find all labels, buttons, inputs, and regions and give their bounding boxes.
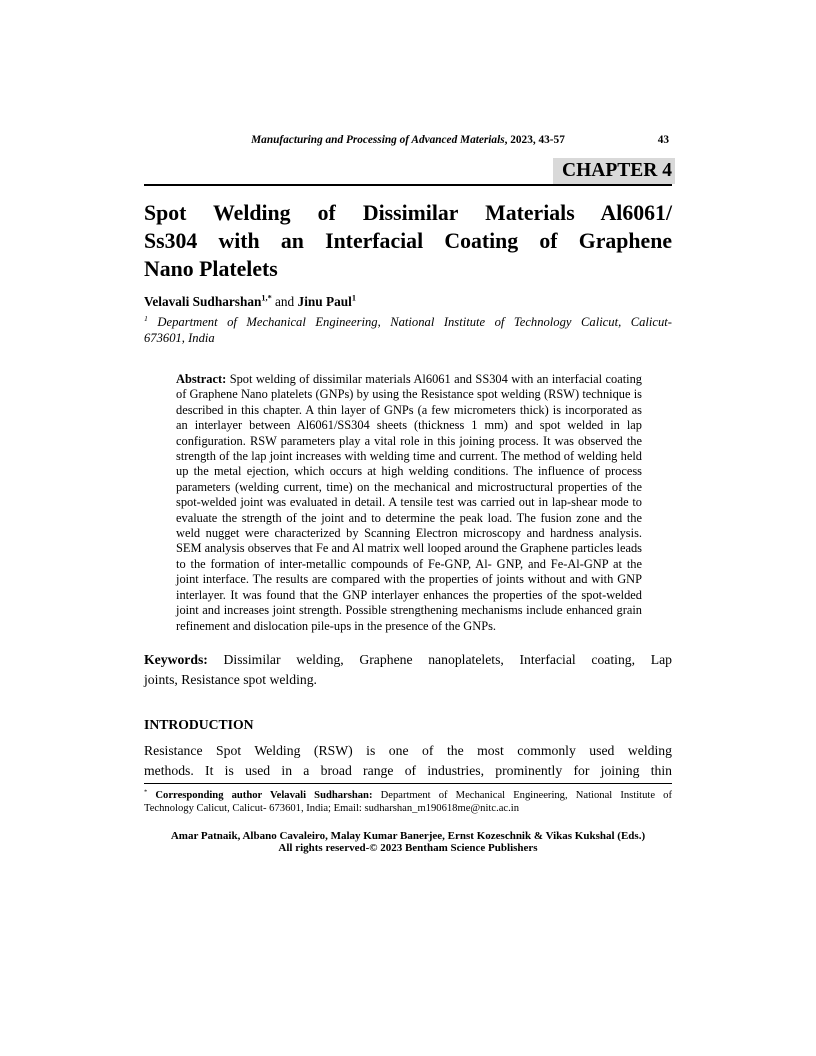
footnote-bold-label: Corresponding author Velavali Sudharshan:: [155, 789, 373, 801]
introduction-paragraph-line: methods. It is used in a broad range of industries, prominently for joining thin: [144, 762, 672, 778]
author-2-name: Jinu Paul: [297, 294, 352, 309]
chapter-title-line: Nano Platelets: [144, 257, 278, 281]
editors-line: Amar Patnaik, Albano Cavaleiro, Malay Kumar Banerjee, Ernst Kozeschnik & Vikas Kukshal (Eds.): [170, 829, 646, 842]
chapter-title: [144, 199, 672, 283]
text-column: [144, 0, 672, 855]
author-1-affiliation-mark: 1,*: [261, 293, 272, 303]
page-number: 43: [657, 134, 669, 146]
abstract-text: Spot welding of dissimilar materials Al6061 and SS304 with an interfacial coating of Graphene Nano platelets (GNPs) by using the Resistance spot welding (RSW) technique is described in this chapter. A thin layer of GNPs (a few micrometers thick) is incorporated as an interlayer between Al6061/SS304 sheets (thickness 1 mm) and spot welded in lap configuration. RSW parameters play a vital role in this joining process. It was observed the strength of the lap joint increases with welding time and current. The method of welding held up the metal ejection, which occurs at high welding conditions. The influence of process parameters (welding current, time) on the mechanical and microstructural properties of the spot-welded joint was evaluated in detail. A tensile test was carried out in lap-shear mode to evaluate the strength of the joint and to determine the peak load. The fusion zone and the weld nugget were characterized by Scanning Electron microscopy and hardness analysis. SEM analysis observes that Fe and Al matrix well looped around the Graphene particles leads to the formation of inter-metallic compounds of Fe-GNP, Al- GNP, and Fe-Al-GNP at the joint interface. The results are compared with the properties of joints without and with GNP interlayer. It was found that the GNP interlayer enhances the properties of the spot-welded joint and increases joint strength. Possible strengthening mechanisms include enhanced grain refinement and dislocation pile-ups in the presence of the GNPs.: [176, 372, 642, 633]
author-2-affiliation-mark: 1: [351, 293, 356, 303]
abstract-label: Abstract:: [176, 372, 227, 386]
footnote-line: * Corresponding author Velavali Sudharshan: Department of Mechanical Engineering, National Institute of: [144, 788, 673, 801]
affiliation: [144, 314, 672, 346]
introduction-paragraph: [144, 741, 672, 781]
journal-title: Manufacturing and Processing of Advanced Materials: [251, 134, 505, 146]
keywords-line: Keywords: Dissimilar welding, Graphene nanoplatelets, Interfacial coating, Lap: [144, 651, 673, 667]
affiliation-line: 673601, India: [144, 331, 215, 345]
chapter-badge: CHAPTER 4: [553, 158, 675, 184]
keywords-label: Keywords:: [144, 651, 208, 667]
keywords: [144, 650, 672, 690]
footnote-line: Technology Calicut, Calicut- 673601, India; Email: sudharshan_m190618me@nitc.ac.in: [144, 802, 520, 814]
copyright-line: All rights reserved-© 2023 Bentham Science Publishers: [278, 842, 538, 855]
abstract: [176, 372, 642, 634]
author-connector: and: [271, 294, 298, 309]
corresponding-author-footnote: [144, 784, 672, 815]
introduction-heading: INTRODUCTION: [144, 716, 254, 732]
introduction-paragraph-line: Resistance Spot Welding (RSW) is one of the most commonly used welding: [144, 742, 672, 758]
chapter-title-line: Spot Welding of Dissimilar Materials Al6061/: [144, 201, 672, 225]
running-header: [144, 133, 672, 149]
journal-citation-suffix: , 2023, 43-57: [504, 134, 565, 146]
affiliation-line: $^1$ Department of Mechanical Engineering, National Institute of Technology Calicut, Calicut-: [144, 313, 672, 329]
author-line: [144, 293, 672, 310]
chapter-header-rule: [144, 158, 672, 186]
affiliation-mark: 1: [144, 313, 148, 323]
footnote-marker: *: [144, 788, 148, 796]
journal-citation: [251, 134, 565, 146]
publisher-footer: [144, 830, 672, 855]
keywords-line: joints, Resistance spot welding.: [144, 671, 317, 687]
chapter-title-line: Ss304 with an Interfacial Coating of Graphene: [144, 229, 672, 253]
author-1-name: Velavali Sudharshan: [144, 294, 262, 309]
